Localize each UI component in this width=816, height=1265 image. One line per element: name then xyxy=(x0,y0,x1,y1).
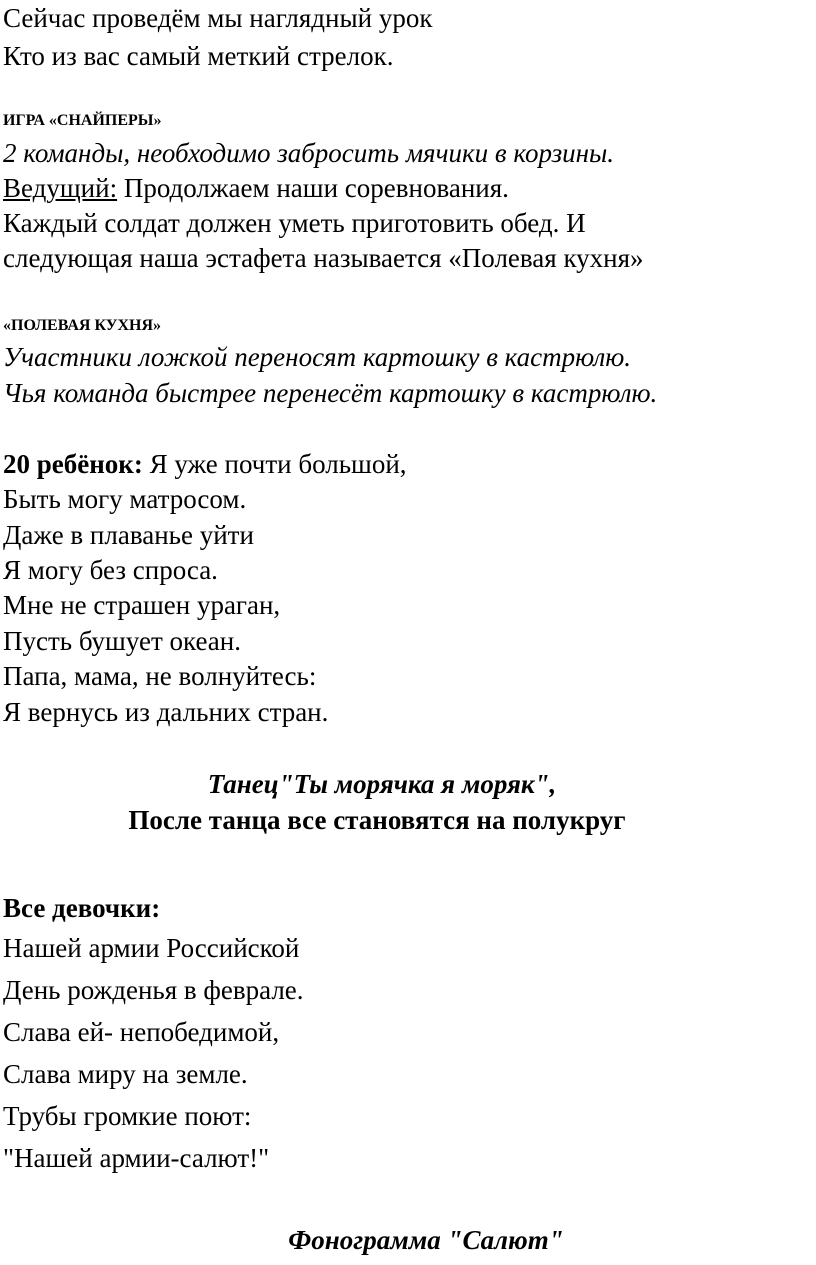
child20-line-4: Я могу без спроса. xyxy=(3,555,218,585)
child20-line-8: Я вернусь из дальних стран. xyxy=(3,697,329,727)
girls-line-5: Трубы громкие поют: xyxy=(3,1101,252,1131)
dance-title: Танец"Ты морячка я моряк", xyxy=(207,769,557,799)
girls-line-6: "Нашей армии-салют!" xyxy=(3,1143,270,1173)
game-sniper-heading: ИГРА «СНАЙПЕРЫ» xyxy=(3,112,162,129)
field-kitchen-heading: «ПОЛЕВАЯ КУХНЯ» xyxy=(3,317,162,334)
child20-line-1 xyxy=(3,448,407,480)
child20-label: 20 ребёнок: xyxy=(3,449,143,479)
girls-line-1: Нашей армии Российской xyxy=(3,933,300,963)
host-label: Ведущий: xyxy=(3,173,118,203)
host-line-1 xyxy=(3,172,509,204)
intro-line-2: Кто из вас самый меткий стрелок. xyxy=(3,41,394,71)
host-line-3: следующая наша эстафета называется «Полевая кухня» xyxy=(3,243,644,273)
host-line-2: Каждый солдат должен уметь приготовить обед. И xyxy=(3,208,586,238)
girls-line-4: Слава миру на земле. xyxy=(3,1059,248,1089)
intro-line-1: Сейчас проведём мы наглядный урок xyxy=(3,3,433,33)
game-sniper-description: 2 команды, необходимо забросить мячики в корзины. xyxy=(3,138,615,168)
child20-line-3: Даже в плаванье уйти xyxy=(3,520,254,550)
child20-line-7: Папа, мама, не волнуйтесь: xyxy=(3,661,317,691)
dance-note: После танца все становятся на полукруг xyxy=(128,805,626,835)
field-kitchen-line-2: Чья команда быстрее перенесёт картошку в кастрюлю. xyxy=(3,378,658,408)
child20-line-6: Пусть бушует океан. xyxy=(3,626,241,656)
girls-line-2: День рожденья в феврале. xyxy=(3,975,304,1005)
girls-line-3: Слава ей- непобедимой, xyxy=(3,1017,280,1047)
child20-line-5: Мне не страшен ураган, xyxy=(3,590,281,620)
host-text-1: Продолжаем наши соревнования. xyxy=(117,173,509,203)
child20-text-1: Я уже почти большой, xyxy=(142,449,407,479)
girls-label: Все девочки: xyxy=(3,893,161,923)
child20-line-2: Быть могу матросом. xyxy=(3,484,247,514)
phonogram-title: Фонограмма "Салют" xyxy=(288,1225,564,1255)
field-kitchen-line-1: Участники ложкой переносят картошку в кастрюлю. xyxy=(3,342,632,372)
